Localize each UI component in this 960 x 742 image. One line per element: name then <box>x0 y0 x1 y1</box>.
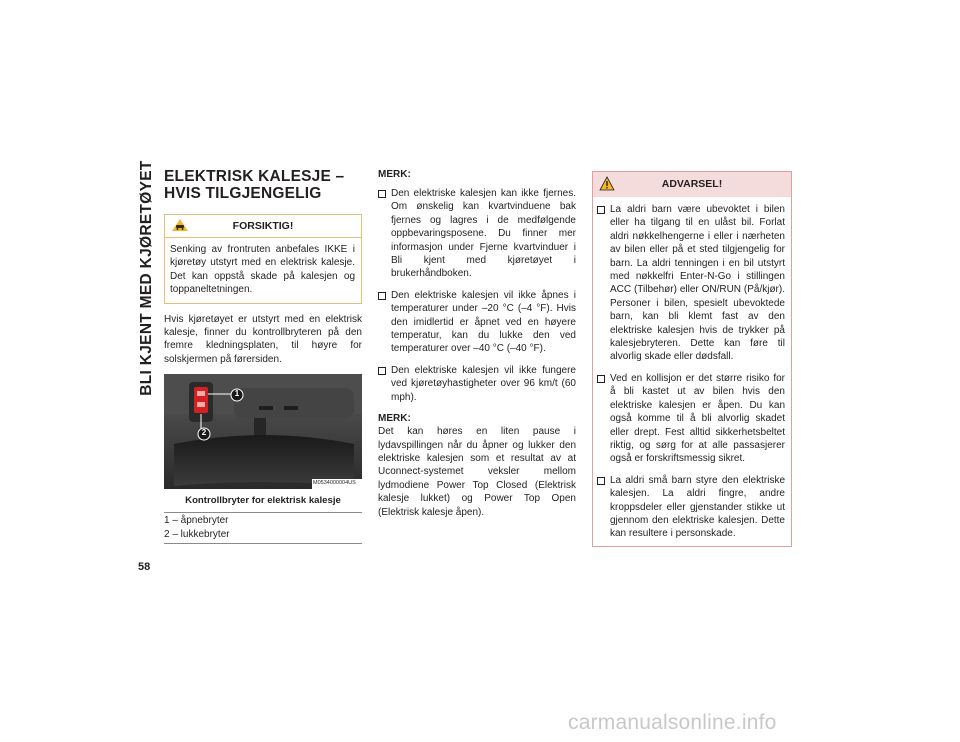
chapter-title: BLI KJENT MED KJØRETØYET <box>138 160 155 396</box>
intro-paragraph: Hvis kjøretøyet er utstyrt med en elektrisk kalesje, finner du kontrollbryteren på den fremre kledningsplaten, til høyre for solskjermen på førersiden. <box>164 313 362 365</box>
chapter-sidebar <box>133 160 161 396</box>
warning-list <box>597 203 785 541</box>
column-right <box>592 171 792 547</box>
note-title-2: MERK: <box>378 413 411 425</box>
note-item: Den elektriske kalesjen vil ikke åpnes i temperaturer under –20 °C (–4 °F). Hvis den imidlertid er åpnet ved en høyere temperatur, kan du lukke den ved temperaturer over –40 °C (–40 °F). <box>378 289 576 356</box>
legend-item-open: 1 – åpnebryter <box>164 515 229 527</box>
note-list <box>378 187 576 404</box>
callout-2: 2 <box>201 428 207 438</box>
figure-legend <box>164 512 362 544</box>
control-switch-photo <box>164 374 362 489</box>
note-title: MERK: <box>378 169 411 180</box>
column-left <box>164 168 362 544</box>
warning-box <box>592 171 792 547</box>
figure-code: M0534000004US <box>313 480 356 487</box>
warning-header <box>593 172 791 197</box>
section-title: ELEKTRISK KALESJE – HVIS TILGJENGELIG <box>164 168 345 202</box>
column-middle <box>378 168 576 519</box>
legend-item-close: 2 – lukkebryter <box>164 529 230 541</box>
caution-text: Senking av frontruten anbefales IKKE i kjøretøy utstyrt med en elektrisk kalesje. Det kan oppstå skade på kalesjen og toppaneltetningen. <box>170 244 355 296</box>
warning-title: ADVARSEL! <box>661 178 723 190</box>
note-item: Den elektriske kalesjen vil ikke fungere ved kjøretøyhastigheter over 96 km/t (60 mph). <box>378 364 576 404</box>
callout-1: 1 <box>234 389 240 399</box>
warning-item: La aldri små barn styre den elektriske kalesjen. La aldri fingre, andre kroppsdeler eller gjenstander stikke ut gjennom den elektriske kalesjen. Dette kan resultere i personskade. <box>597 474 785 541</box>
warning-body <box>593 197 791 541</box>
page-number: 58 <box>138 561 151 573</box>
warning-item: Ved en kollisjon er det større risiko for å bli kastet ut av bilen hvis den elektriske kalesjen er åpen. Du kan også komme til å bli alvorlig skadet eller drept. Fest alltid sikkerhetsbeltet riktig, og sørg for at alle passasjerer også er forskriftsmessig sikret. <box>597 372 785 466</box>
caution-header <box>165 215 361 238</box>
watermark: carmanualsonline.info <box>568 711 777 734</box>
caution-box <box>164 214 362 304</box>
warning-triangle-icon <box>599 176 615 196</box>
note-audio-text: Det kan høres en liten pause i lydavspillingen når du åpner og lukker den elektriske kalesjen som et resultat av at Uconnect-systemet veksler mellom lydmodiene Power Top Closed (Elektrisk kalesje lukket) og Power Top Open (Elektrisk kalesje åpen). <box>378 426 576 518</box>
note-item: Den elektriske kalesjen kan ikke fjernes. Om ønskelig kan kvartvinduene bak fjernes og lagres i de medfølgende oppbevaringsposene. Du finner mer informasjon under Fjerne kvartvinduer i Bli kjent med kjøretøyet i brukerhåndboken. <box>378 187 576 281</box>
figure-caption: Kontrollbryter for elektrisk kalesje <box>185 495 341 507</box>
caution-car-icon <box>171 218 189 237</box>
warning-item: La aldri barn være ubevoktet i bilen eller ha tilgang til en ulåst bil. Forlat aldri nøkkelhengerne i eller i nærheten av bilen eller på et sted tilgjengelig for barn. La aldri tenningen i en bil utstyrt med nøkkelfri Enter-N-Go i stillingen ACC (Tilbehør) eller ON/RUN (På/kjør). Personer i bilen, spesielt ubevoktede barn, kan bli klemt fast av den elektriske kalesjen hvis de trykker på kalesjebryteren. Dette kan føre til alvorlig skade eller dødsfall. <box>597 203 785 364</box>
caution-title: FORSIKTIG! <box>232 220 294 232</box>
